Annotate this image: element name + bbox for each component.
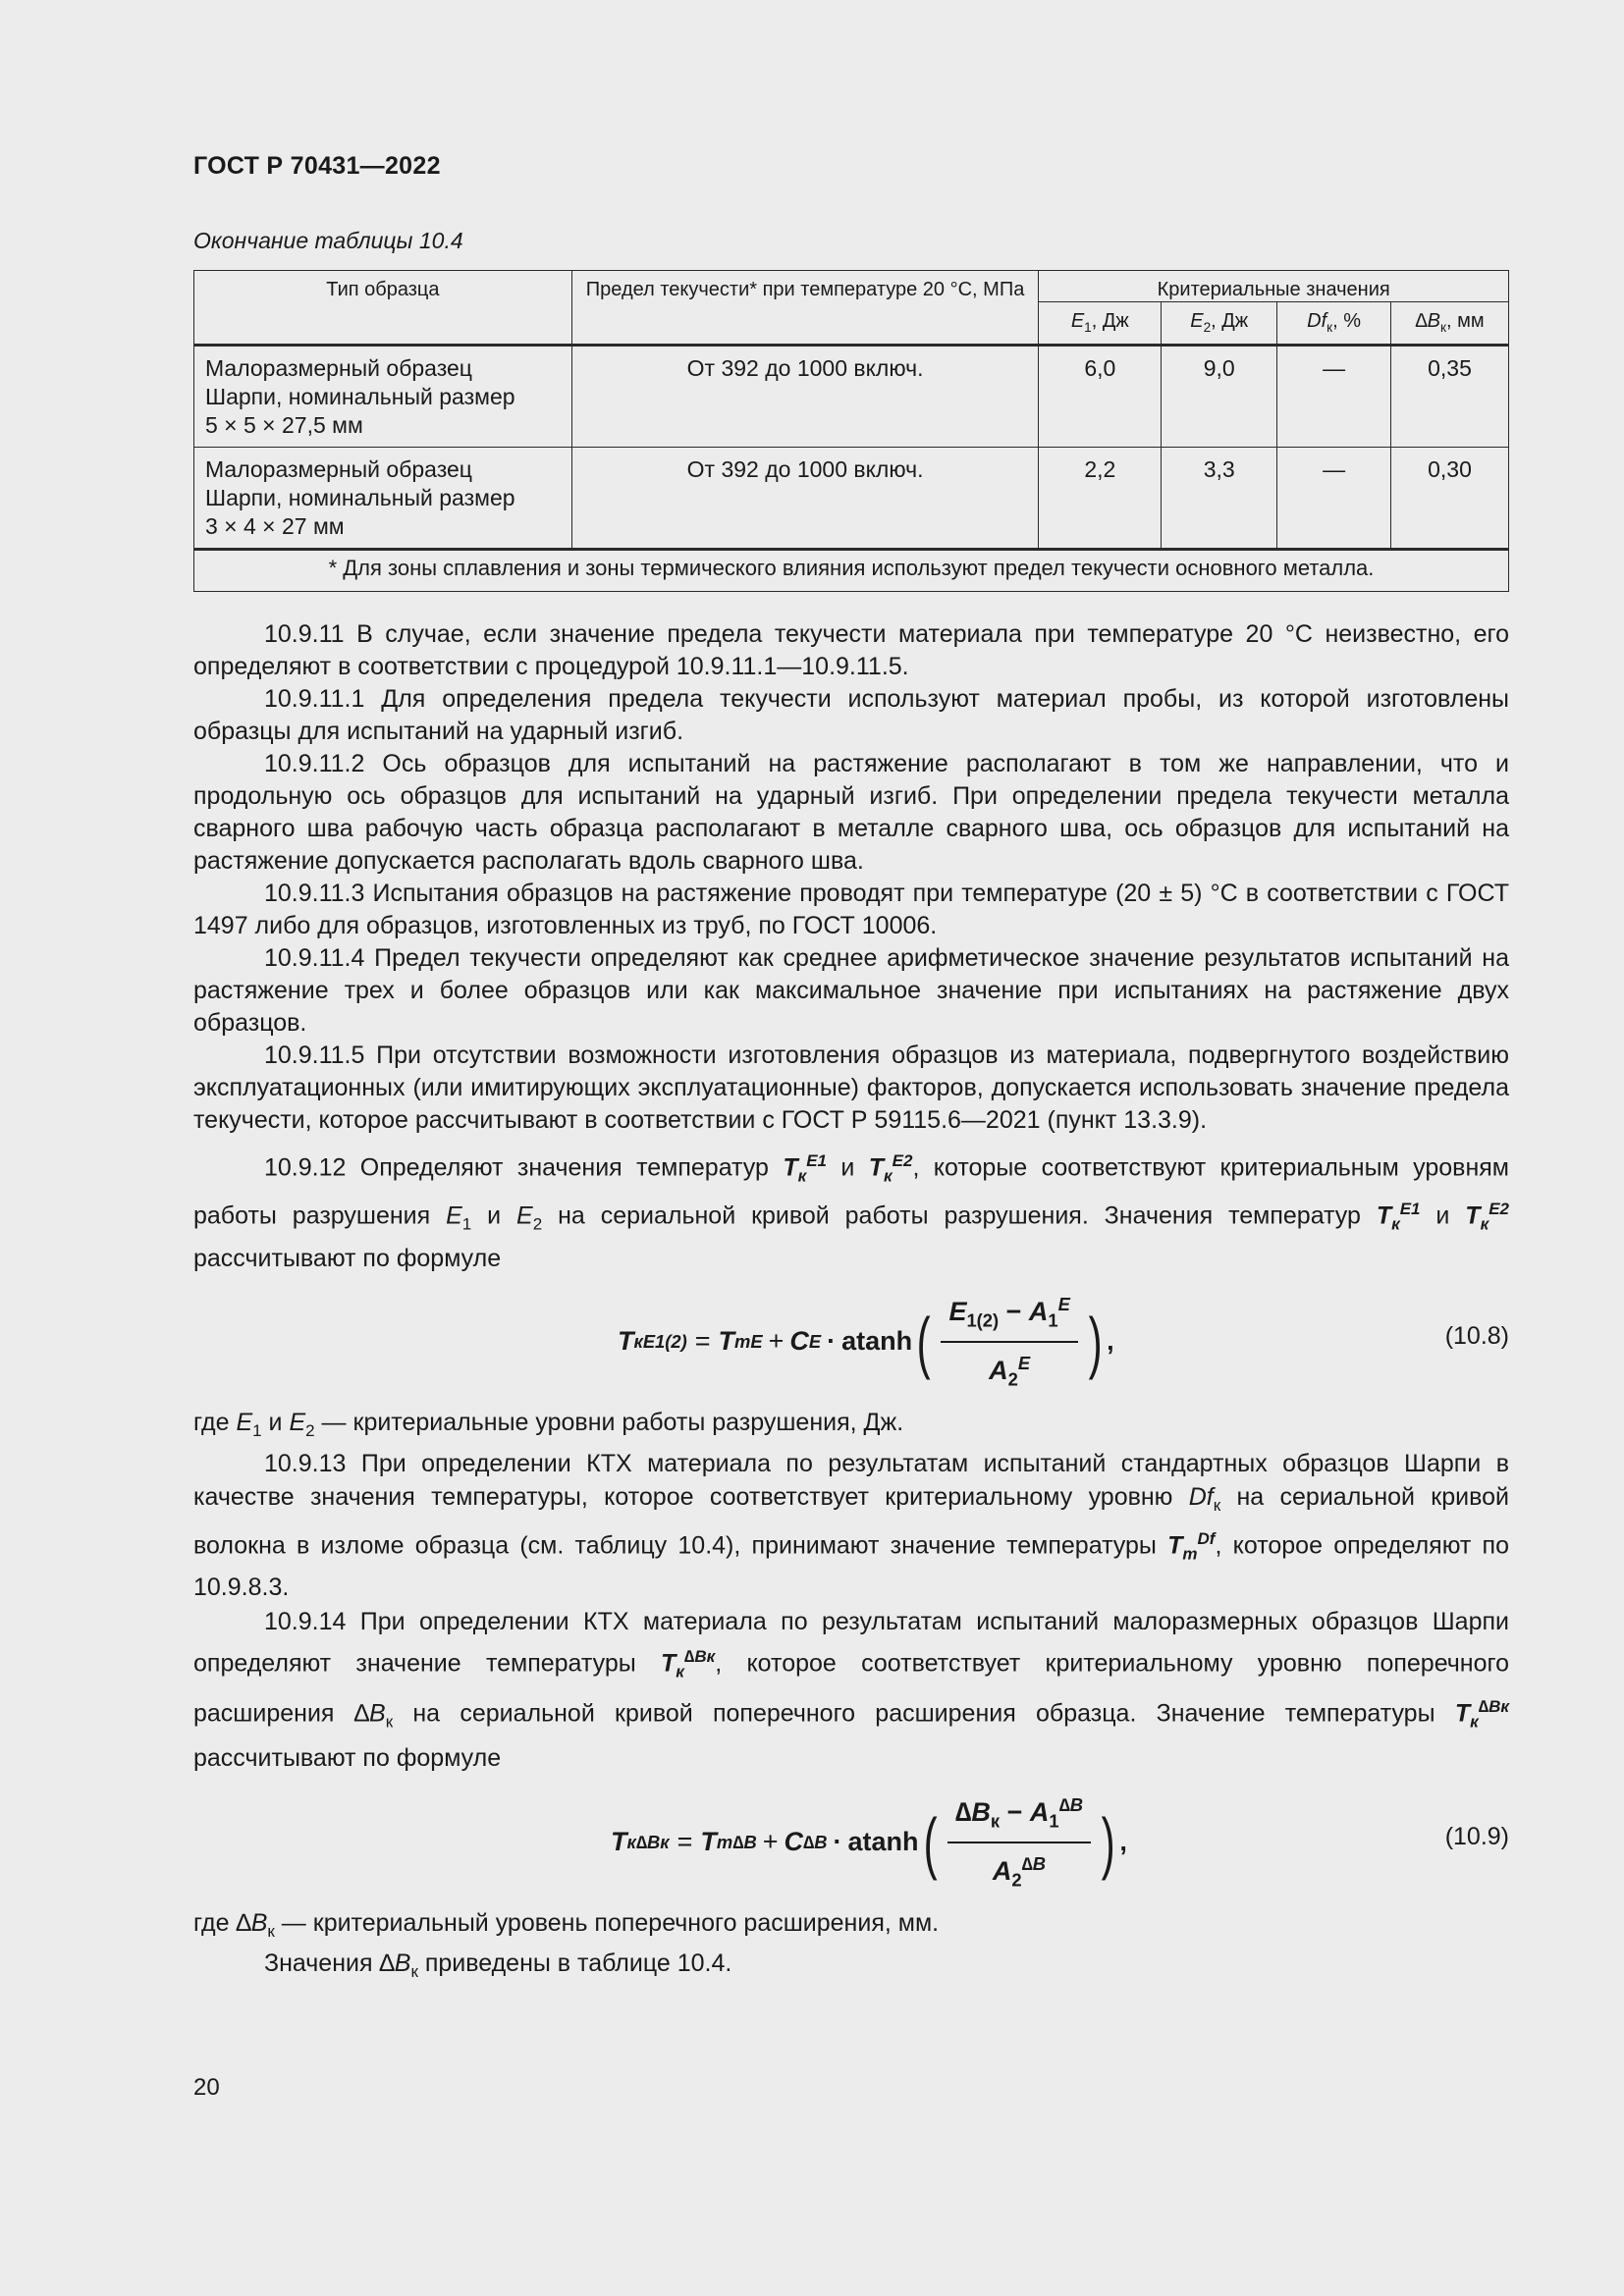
cell-df: — [1277, 448, 1391, 550]
document-header: ГОСТ Р 70431—2022 [193, 152, 441, 180]
cell-yield: От 392 до 1000 включ. [571, 346, 1039, 448]
cell-e1: 2,2 [1039, 448, 1162, 550]
paragraph-10-9-11-3: 10.9.11.3 Испытания образцов на растяжение проводят при температуре (20 ± 5) °С в соответствии с ГОСТ 1497 либо для образцов, изготовленных из труб, по ГОСТ 10006. [193, 880, 1509, 939]
cell-db: 0,30 [1391, 448, 1509, 550]
paragraph-10-9-11: 10.9.11 В случае, если значение предела текучести материала при температуре 20 °С неизвестно, его определяют в соответствии с процедурой 10.9.11.1—10.9.11.5. [193, 620, 1509, 680]
cell-yield: От 392 до 1000 включ. [571, 448, 1039, 550]
cell-specimen-type: Малоразмерный образец Шарпи, номинальный размер 5 × 5 × 27,5 мм [194, 346, 572, 448]
paragraph-10-9-11-4: 10.9.11.4 Предел текучести определяют как среднее арифметическое значение результатов испытаний на растяжение трех и более образцов или как максимальное значение при испытаниях на растяжение двух образцов. [193, 944, 1509, 1037]
table-row [194, 346, 1509, 448]
cell-e1: 6,0 [1039, 346, 1162, 448]
cell-specimen-type: Малоразмерный образец Шарпи, номинальный размер 3 × 4 × 27 мм [194, 448, 572, 550]
cell-df: — [1277, 346, 1391, 448]
header-criteria: Критериальные значения [1039, 271, 1509, 302]
cell-db: 0,35 [1391, 346, 1509, 448]
header-df: $Df_к$, % [1277, 302, 1391, 346]
table-caption: Окончание таблицы 10.4 [193, 228, 463, 253]
formula-number: (10.9) [1444, 1822, 1509, 1850]
cell-e2: 9,0 [1162, 346, 1277, 448]
formula-10-9 [193, 1784, 1509, 1901]
formula-10-9-expression: T к ∆Bк = T m ∆B + C ∆B · atanh ( $\frac{\Delta B_к - A_1^{\Delta B}}{A_2^{\Delta B}}$ ) , [611, 1784, 1127, 1901]
criteria-table [193, 270, 1509, 592]
header-yield-strength: Предел текучести* при температуре 20 °С, МПа [571, 271, 1039, 346]
header-db: $\Delta B_к$, мм [1391, 302, 1509, 346]
paragraph-10-9-11-5: 10.9.11.5 При отсутствии возможности изготовления образцов из материала, подвергнутого воздействию эксплуатационных (или имитирующих эксплуатационные) факторов, допускается использовать значение предела текучести, которое рассчитывают в соответствии с ГОСТ Р 59115.6—2021 (пункт 13.3.9). [193, 1041, 1509, 1134]
table-footnote-row [194, 550, 1509, 592]
cell-e2: 3,3 [1162, 448, 1277, 550]
paragraph-10-9-14: 10.9.14 При определении КТХ материала по результатам испытаний малоразмерных образцов Шарпи определяют значение температуры $T_к^{\Delta Bк}$, которое соответствует критериальному уровню поперечного расширения $\Delta B_к$ на сериальной кривой поперечного расширения образца. Значение температуры $T_к^{\Delta Bк}$ рассчитывают по формуле [193, 1607, 1510, 1772]
table-row [194, 448, 1509, 550]
page-number: 20 [193, 2074, 220, 2101]
header-specimen-type: Тип образца [194, 271, 572, 346]
header-e1: $E_1$, Дж [1039, 302, 1162, 346]
table-footnote: * Для зоны сплавления и зоны термического влияния используют предел текучести основного металла. [194, 550, 1509, 592]
body-text [193, 618, 1509, 1988]
formula-number: (10.8) [1444, 1321, 1509, 1350]
paragraph-10-9-11-2: 10.9.11.2 Ось образцов для испытаний на растяжение располагают в том же направлении, что и продольную ось образцов для испытаний на ударный изгиб. При определении предела текучести металла сварного шва рабочую часть образца располагают в металле сварного шва, ось образцов для испытаний на растяжение допускается располагать вдоль сварного шва. [193, 750, 1509, 875]
header-e2: $E_2$, Дж [1162, 302, 1277, 346]
paragraph-where-e: где $E_1$ и $E_2$ — критериальные уровни работы разрушения, Дж. [193, 1408, 904, 1440]
paragraph-10-9-12: 10.9.12 Определяют значения температур $T_к^{E1}$ и $T_к^{E2}$, которые соответствуют критериальным уровням работы разрушения $E_1$ и $E_2$ на сериальной кривой работы разрушения. Значения температур $T_к^{E1}$ и $T_к^{E2}$ рассчитывают по формуле [193, 1151, 1509, 1272]
formula-10-8-expression: T к E1(2) = T m E + C E · atanh ( $\frac{E_{1(2)} - A_1^E}{A_2^E}$ ) , [618, 1283, 1114, 1401]
formula-10-8 [193, 1283, 1509, 1401]
paragraph-where-db: где $\Delta B_к$ — критериальный уровень поперечного расширения, мм. [193, 1908, 940, 1941]
paragraph-db-values: Значения $\Delta B_к$ приведены в таблице 10.4. [264, 1949, 732, 1981]
paragraph-10-9-13: 10.9.13 При определении КТХ материала по результатам испытаний стандартных образцов Шарпи в качестве значения температуры, которое соответствует критериальному уровню $Df_к$ на сериальной кривой волокна в изломе образца (см. таблицу 10.4), принимают значение температуры $T_m^{Df}$, которое определяют по 10.9.8.3. [193, 1449, 1509, 1601]
paragraph-10-9-11-1: 10.9.11.1 Для определения предела текучести используют материал пробы, из которой изготовлены образцы для испытаний на ударный изгиб. [193, 685, 1509, 745]
